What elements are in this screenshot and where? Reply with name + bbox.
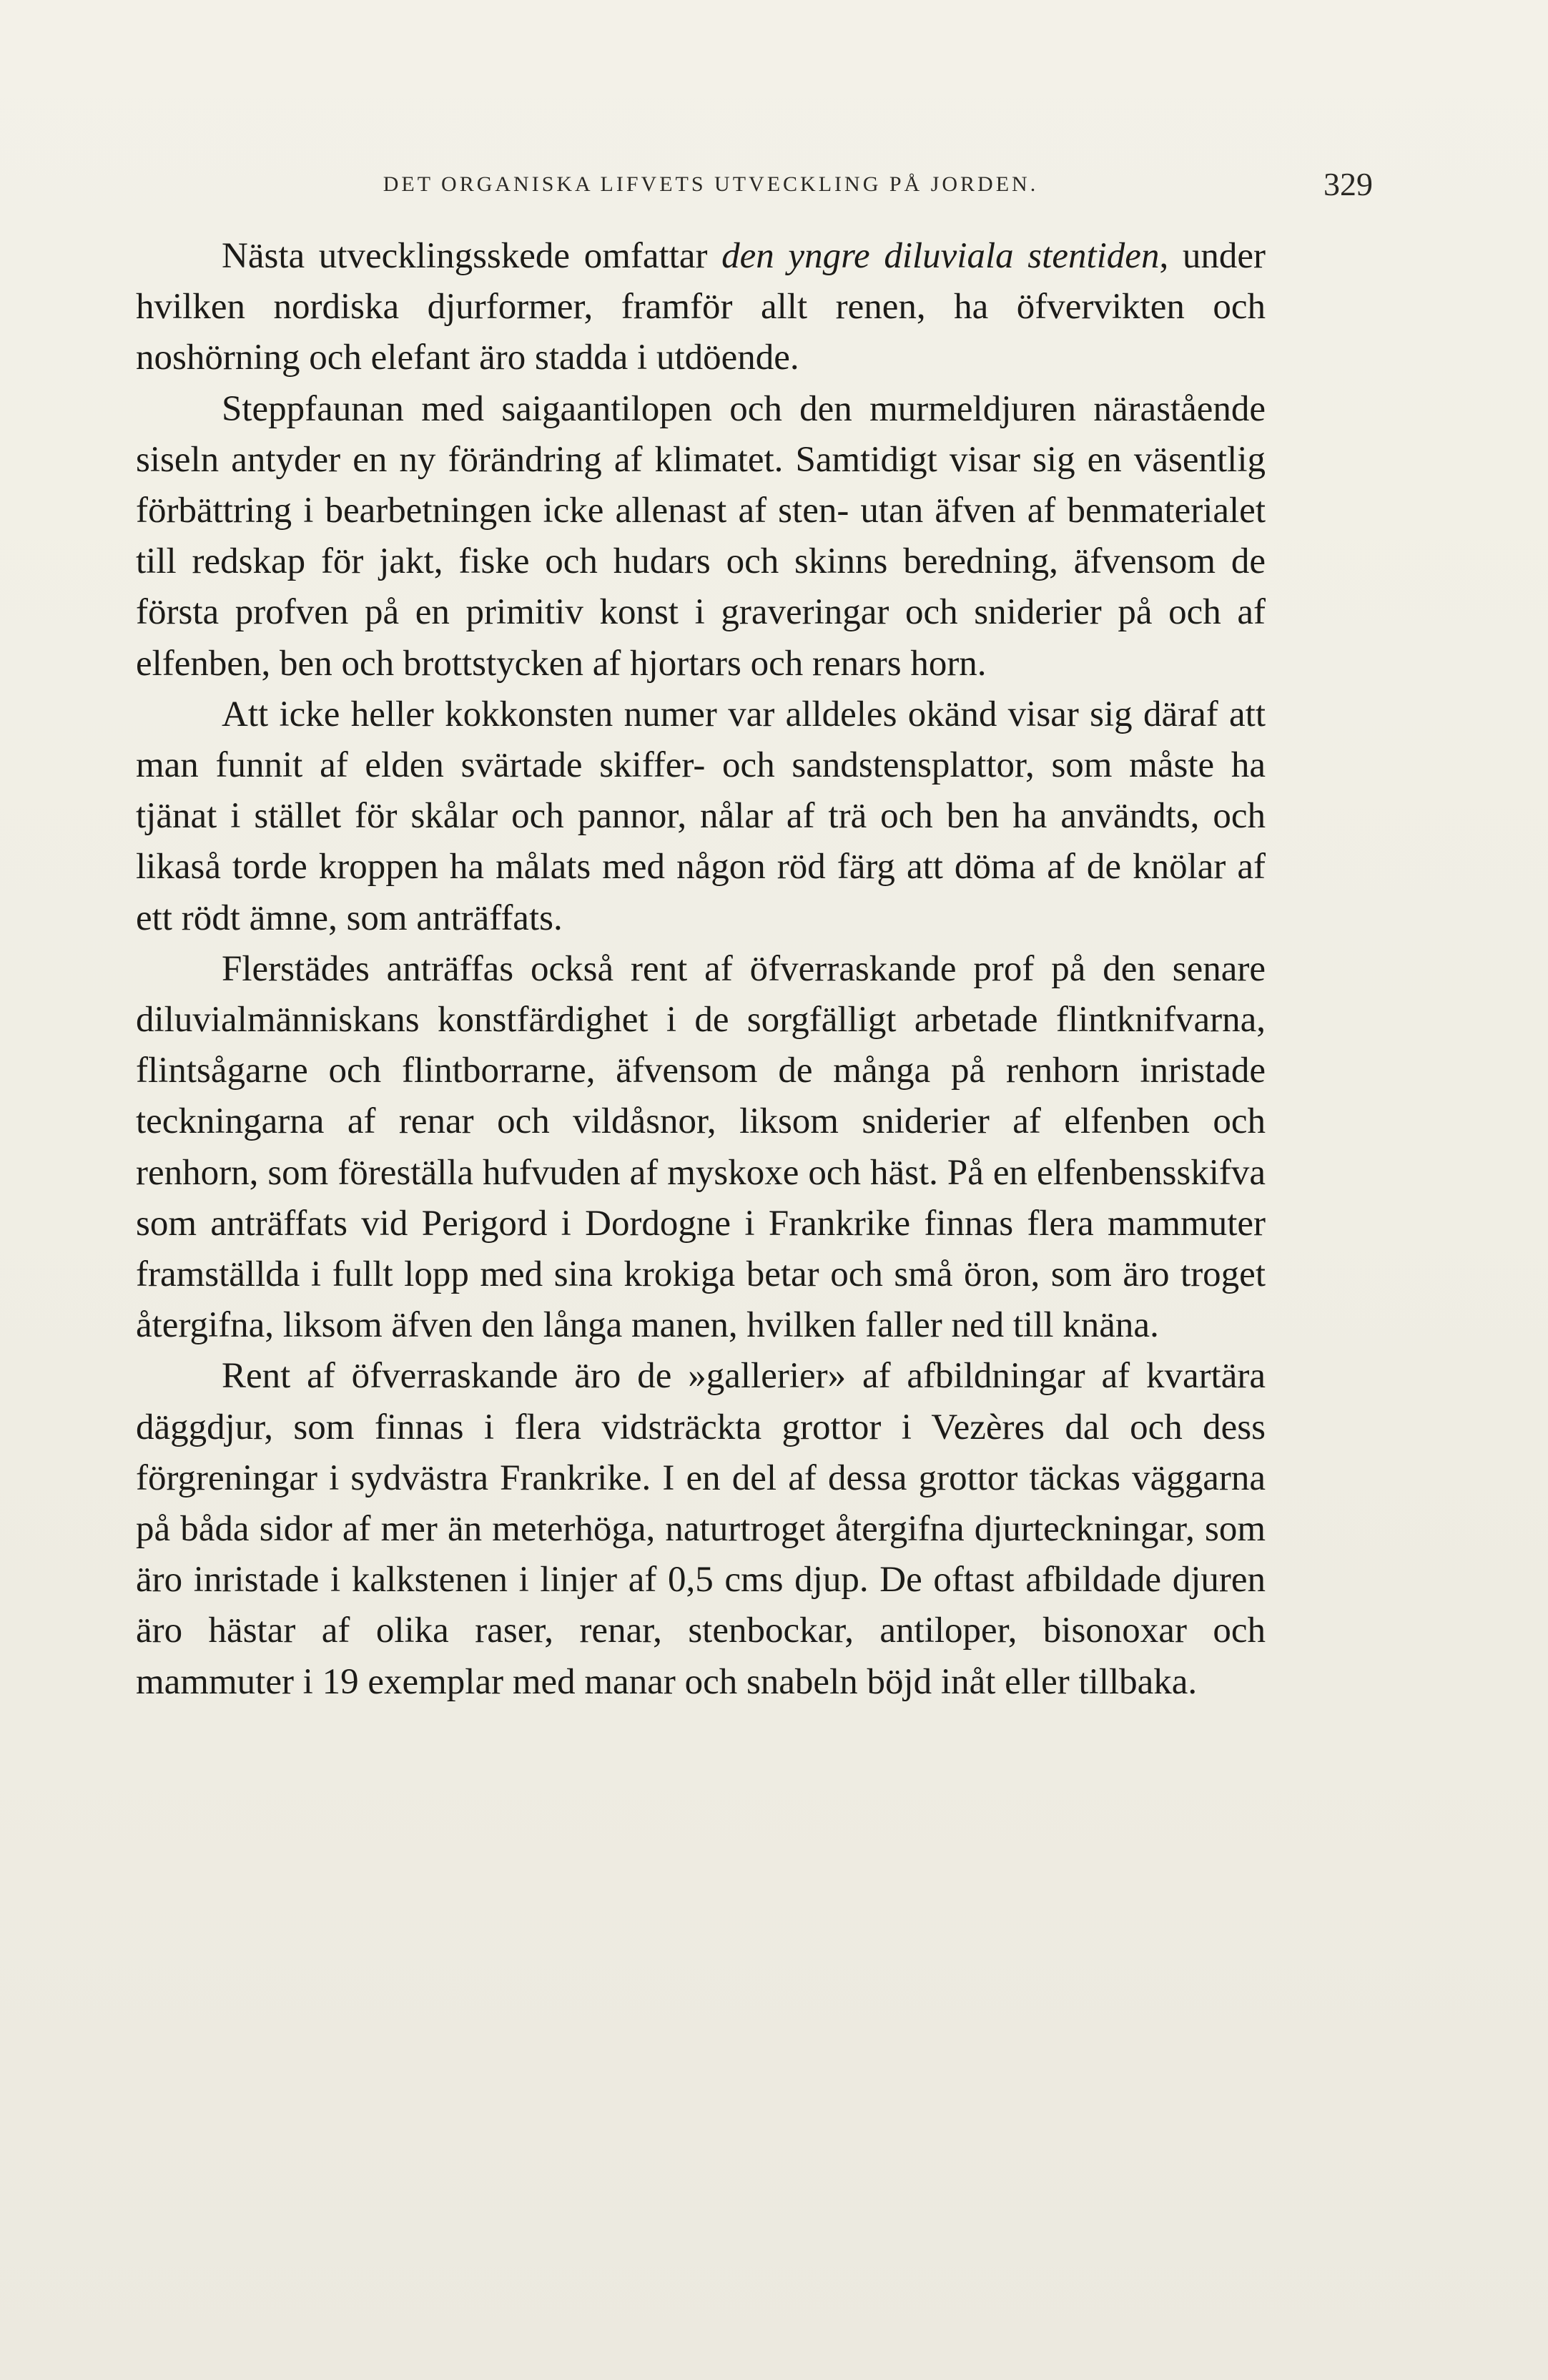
paragraph-2: Steppfaunan med saigaantilopen och den murmeldjuren närastående siseln antyder en ny förändring af klimatet. Samtidigt visar sig en väsentlig förbättring i bearbetningen icke allenast af sten- utan äfven af benmaterialet till redskap för jakt, fiske och hudars och skinns beredning, äfvensom de första profven på en primitiv konst i graveringar och sniderier på och af elfenben, ben och brottstycken af hjortars och renars horn.: [136, 388, 1266, 684]
paragraph-3: Att icke heller kokkonsten numer var alldeles okänd visar sig däraf att man funnit af elden svärtade skiffer- och sandstensplattor, som måste ha tjänat i stället för skålar och pannor, nålar af trä och ben ha användts, och likaså torde kroppen ha målats med någon röd färg att döma af de knölar af ett rödt ämne, som anträffats.: [136, 694, 1266, 938]
body-text: [136, 231, 1266, 1708]
running-head: DET ORGANISKA LIFVETS UTVECKLING PÅ JORDEN.: [383, 172, 1039, 196]
page-number: 329: [1323, 166, 1373, 202]
paragraph-1-lead: Nästa utvecklingsskede omfattar: [222, 236, 722, 276]
paragraph-4: Flerstädes anträffas också rent af öfverraskande prof på den senare diluvialmänniskans konstfärdighet i de sorgfälligt arbetade flintknifvarna, flintsågarne och flintborrarne, äfvensom de många på renhorn inristade teckningarna af renar och vildåsnor, liksom sniderier af elfenben och renhorn, som föreställa hufvuden af myskoxe och häst. På en elfenbensskifva som anträffats vid Perigord i Dordogne i Frankrike finnas flera mammuter framställda i fullt lopp med sina krokiga betar och små öron, som äro troget återgifna, liksom äfven den långa manen, hvilken faller ned till knäna.: [136, 948, 1266, 1346]
paragraph-5: Rent af öfverraskande äro de »gallerier» af afbildningar af kvartära däggdjur, som finnas i flera vidsträckta grottor i Vezères dal och dess förgreningar i sydvästra Frankrike. I en del af dessa grottor täckas väggarna på båda sidor af mer än meterhöga, naturtroget återgifna djurteckningar, som äro inristade i kalkstenen i linjer af 0,5 cms djup. De oftast afbildade djuren äro hästar af olika raser, renar, stenbockar, antiloper, bisonoxar och mammuter i 19 exemplar med manar och snabeln böjd inåt eller tillbaka.: [136, 1356, 1266, 1702]
emphasis-term: den yngre diluviala stentiden: [721, 236, 1160, 276]
paragraph-1: [136, 231, 1266, 384]
page-header: [0, 163, 1548, 206]
paragraph-1-rest: , under hvilken nordiska djurformer, framför allt renen, ha öfvervikten och noshörning och elefant äro stadda i utdöende.: [136, 236, 1266, 378]
